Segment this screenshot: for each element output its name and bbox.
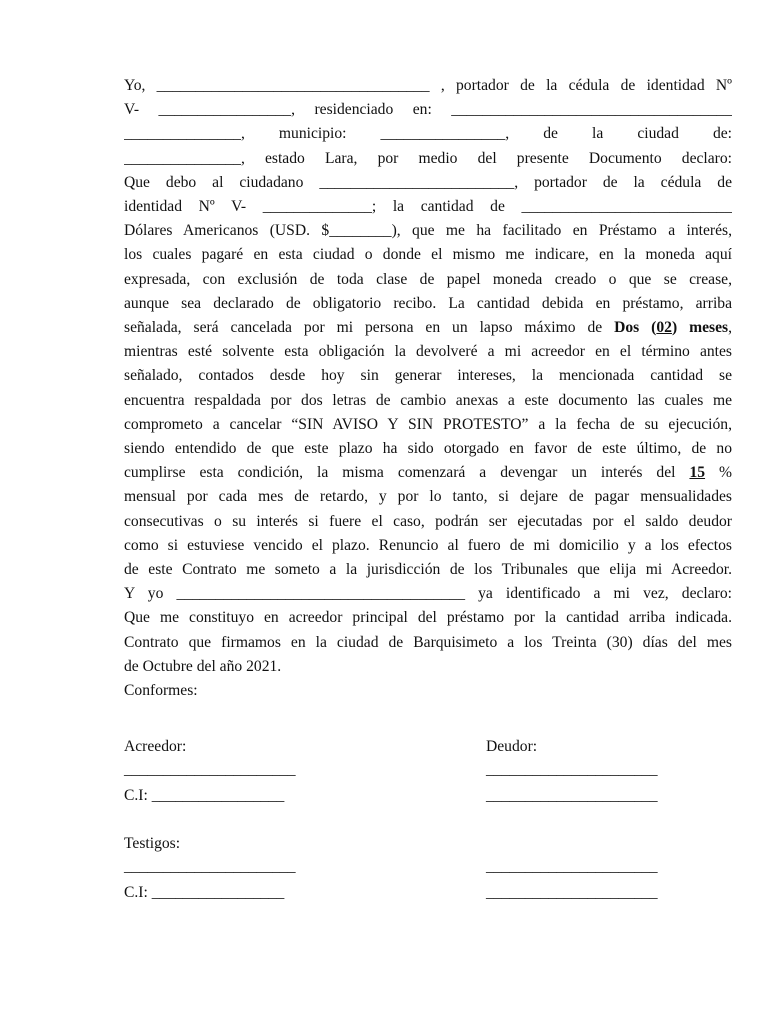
- text-line: _______________, municipio: ________________, de la ciudad de:: [124, 125, 732, 143]
- testigo2-ci-line: ______________________: [486, 884, 658, 901]
- interes-rate: 15: [689, 464, 706, 482]
- contract-body: [124, 74, 732, 703]
- plazo-meses: meses: [689, 319, 729, 337]
- deudor-label: Deudor:: [486, 738, 538, 755]
- text-line: Dólares Americanos (USD. $________), que me ha facilitado en Préstamo a interés,: [124, 222, 732, 240]
- text-line: mensual por cada mes de retardo, y por lo tanto, si dejare de pagar mensualidades: [124, 488, 732, 506]
- text-line: Y yo _____________________________________ ya identificado a mi vez, declaro:: [124, 585, 732, 603]
- plazo-after: ,: [728, 319, 732, 337]
- plazo-close: ): [671, 319, 678, 337]
- conformes-label: Conformes:: [124, 682, 198, 700]
- plazo-line: [124, 316, 732, 340]
- text-line: encuentra respaldada por dos letras de cambio anexas a este documento las cuales me: [124, 391, 732, 409]
- text-line: _______________, estado Lara, por medio del presente Documento declaro:: [124, 149, 732, 167]
- text-line: consecutivas o su interés si fuere el caso, podrán ser ejecutadas por el saldo deudor: [124, 512, 732, 530]
- text-line: Yo, ___________________________________ , portador de la cédula de identidad Nº: [124, 77, 732, 94]
- testigo1-ci: C.I: _________________: [124, 884, 285, 901]
- interes-text: cumplirse esta condición, la misma comenzará a devengar un interés del: [124, 464, 690, 482]
- text-line: comprometo a cancelar “SIN AVISO Y SIN PROTESTO” a la fecha de su ejecución,: [124, 415, 732, 433]
- text-line: Contrato que firmamos en la ciudad de Barquisimeto a los Treinta (30) días del mes: [124, 633, 732, 651]
- interes-percent: %: [705, 464, 732, 482]
- text-line: Que debo al ciudadano _________________________, portador de la cédula de: [124, 173, 732, 191]
- deudor-signature-line: ______________________: [486, 761, 658, 778]
- interes-line: [124, 461, 732, 485]
- text-line: expresada, con exclusión de toda clase de papel moneda creado o que se crease,: [124, 270, 732, 288]
- text-line: de este Contrato me someto a la jurisdicción de los Tribunales que elija mi Acreedor.: [124, 561, 732, 579]
- testigo1-signature-line: ______________________: [124, 858, 296, 875]
- acreedor-signature-line: ______________________: [124, 761, 296, 778]
- text-line: Que me constituyo en acreedor principal del préstamo por la cantidad arriba indicada.: [124, 609, 732, 627]
- testigo2-signature-line: ______________________: [486, 858, 658, 875]
- acreedor-label: Acreedor:: [124, 738, 187, 755]
- text-line: aunque sea declarado de obligatorio recibo. La cantidad debida en préstamo, arriba: [124, 294, 732, 312]
- text-line: identidad Nº V- ______________; la cantidad de ___________________________: [124, 198, 732, 216]
- plazo-open: (: [651, 319, 657, 337]
- plazo-number: 02: [656, 319, 672, 337]
- plazo-text: señalada, será cancelada por mi persona en un lapso máximo de: [124, 319, 615, 337]
- plazo-dos: Dos: [614, 319, 640, 337]
- text-line: mientras esté solvente esta obligación la devolveré a mi acreedor en el término antes: [124, 343, 732, 361]
- text-line: de Octubre del año 2021.: [124, 657, 282, 675]
- deudor-ci-line: ______________________: [486, 787, 658, 804]
- text-line: señalado, contados desde hoy sin generar intereses, la mencionada cantidad se: [124, 367, 732, 385]
- text-line: los cuales pagaré en esta ciudad o donde el mismo me indicare, en la moneda aquí: [124, 246, 732, 264]
- testigos-label: Testigos:: [124, 835, 181, 852]
- acreedor-ci: C.I: _________________: [124, 787, 285, 804]
- text-line: V- _________________, residenciado en: ____________________________________: [124, 101, 732, 119]
- text-line: siendo entendido de que este plazo ha sido otorgado en favor de este último, de no: [124, 440, 732, 458]
- text-line: como si estuviese vencido el plazo. Renuncio al fuero de mi domicilio y a los efectos: [124, 536, 732, 554]
